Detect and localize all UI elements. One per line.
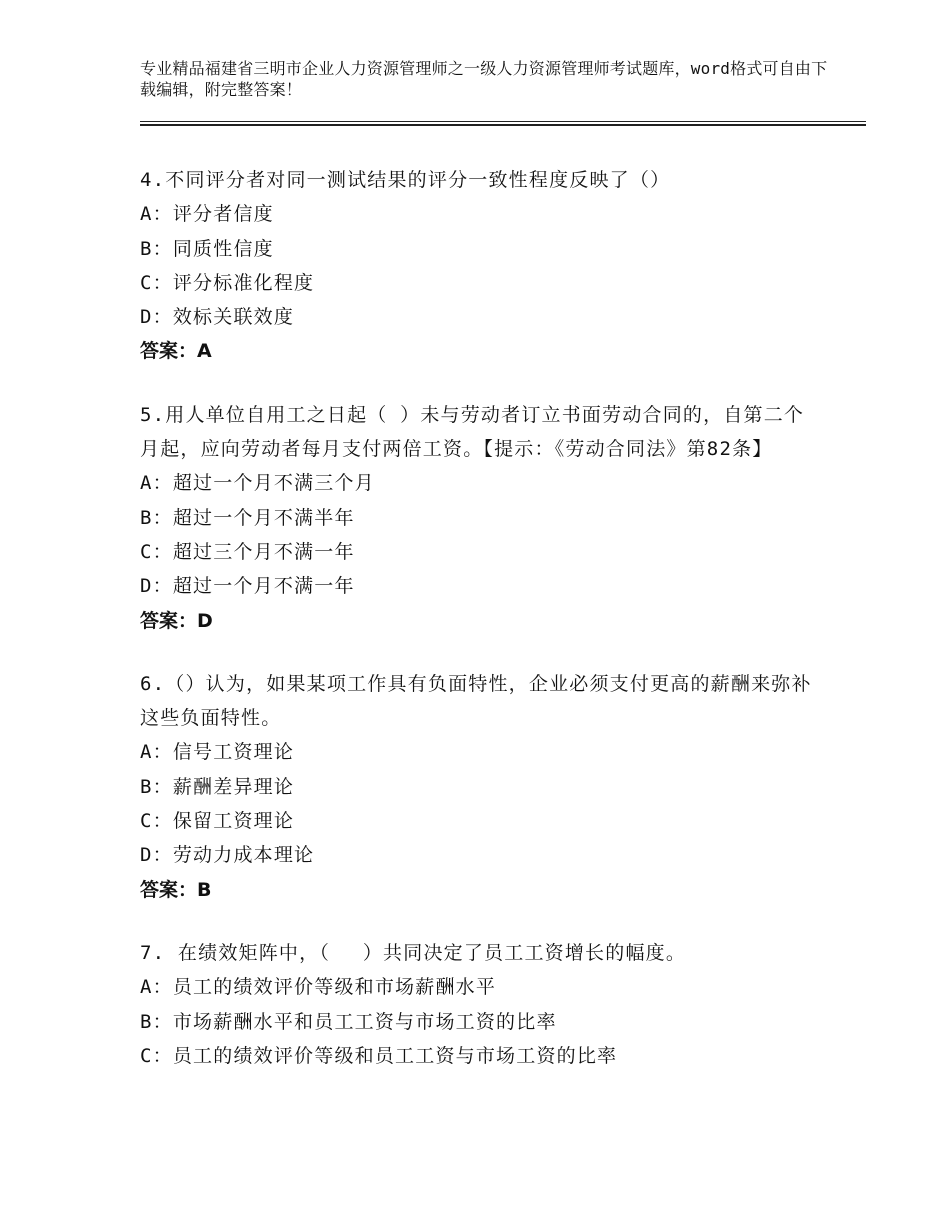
option-a: A：评分者信度 bbox=[140, 203, 274, 226]
option-a: A：超过一个月不满三个月 bbox=[140, 472, 375, 495]
option-a: A：信号工资理论 bbox=[140, 741, 295, 764]
header-divider-thin bbox=[140, 121, 866, 122]
header-divider-thick bbox=[140, 124, 866, 126]
option-b: B：薪酬差异理论 bbox=[140, 775, 295, 798]
question-text: 7. 在绩效矩阵中，（ ）共同决定了员工工资增长的幅度。 bbox=[140, 941, 687, 964]
option-c: C：员工的绩效评价等级和员工工资与市场工资的比率 bbox=[140, 1044, 618, 1067]
answer-line: 答案：A bbox=[140, 340, 212, 363]
option-c: C：评分标准化程度 bbox=[140, 271, 315, 294]
question-text: 6.（）认为，如果某项工作具有负面特性，企业必须支付更高的薪酬来弥补这些负面特性。 bbox=[140, 672, 812, 730]
question-7 bbox=[140, 936, 820, 1073]
question-text: 4.不同评分者对同一测试结果的评分一致性程度反映了（） bbox=[140, 169, 671, 191]
option-c: C：超过三个月不满一年 bbox=[140, 540, 355, 563]
option-b: B：同质性信度 bbox=[140, 237, 274, 260]
option-d: D：劳动力成本理论 bbox=[140, 844, 315, 867]
option-b: B：超过一个月不满半年 bbox=[140, 506, 355, 529]
option-d: D：效标关联效度 bbox=[140, 306, 295, 329]
option-d: D：超过一个月不满一年 bbox=[140, 575, 355, 598]
answer-line: 答案：D bbox=[140, 609, 213, 632]
option-c: C：保留工资理论 bbox=[140, 810, 295, 833]
option-b: B：市场薪酬水平和员工工资与市场工资的比率 bbox=[140, 1010, 557, 1033]
answer-line: 答案：B bbox=[140, 878, 212, 901]
question-5 bbox=[140, 398, 820, 638]
question-text: 5.用人单位自用工之日起（ ）未与劳动者订立书面劳动合同的，自第二个月起，应向劳动者每月支付两倍工资。【提示：《劳动合同法》第82条】 bbox=[140, 403, 805, 461]
document-header: 专业精品福建省三明市企业人力资源管理师之一级人力资源管理师考试题库，word格式可自由下载编辑，附完整答案！ bbox=[140, 59, 828, 99]
question-list bbox=[140, 163, 820, 1102]
question-4 bbox=[140, 163, 820, 369]
question-6 bbox=[140, 667, 820, 907]
option-a: A：员工的绩效评价等级和市场薪酬水平 bbox=[140, 976, 497, 999]
